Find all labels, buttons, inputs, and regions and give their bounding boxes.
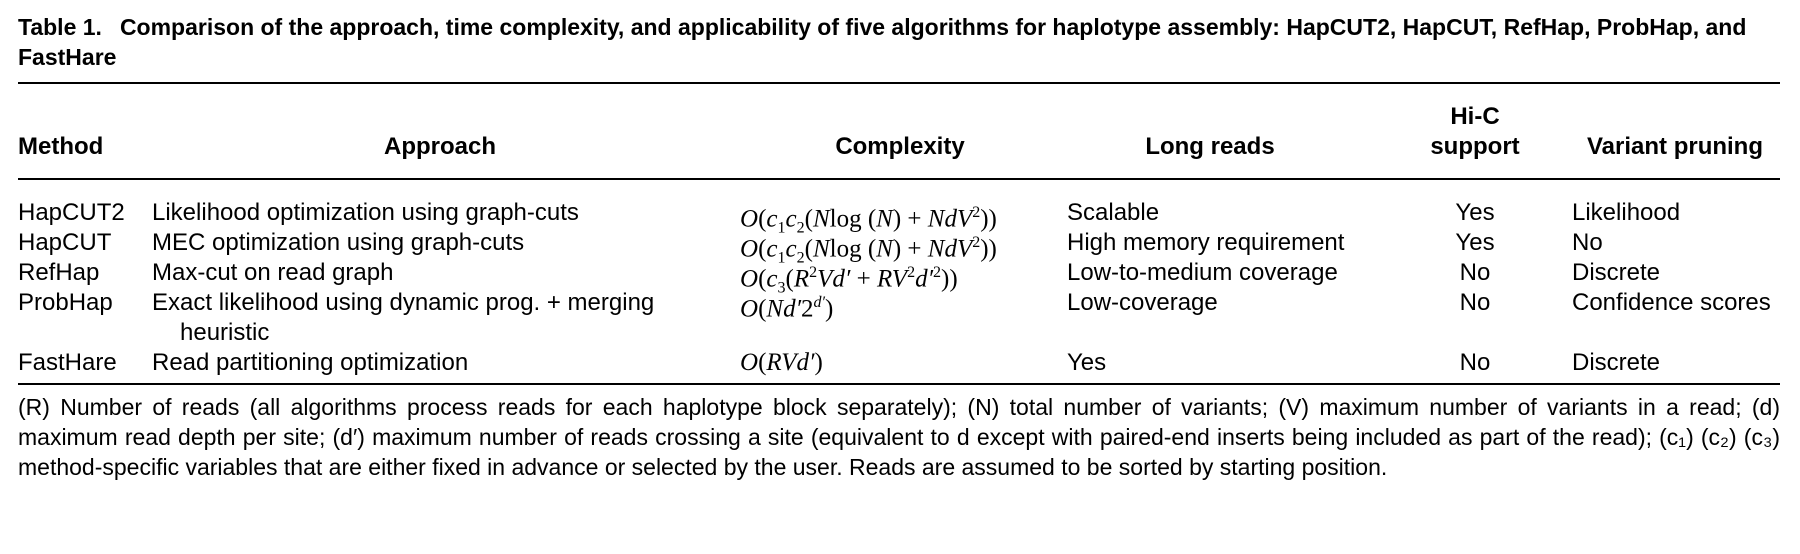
row-refhap-method: RefHap <box>18 259 100 286</box>
row-fasthare-approach: Read partitioning optimization <box>152 349 469 376</box>
header-hic-line2: support <box>1430 133 1520 160</box>
caption-label: Table 1. <box>18 14 102 40</box>
row-hapcut-complexity: $O(c_1c_2(Nlog$ (N) + NdV$^2$)) <box>740 234 997 267</box>
table-footnote: (R) Number of reads (all algorithms process reads for each haplotype block separately); (N) total number of variants; (V) maximum number of variants in a read; (d) maximum read depth per site; (d′) maximum number of reads crossing a site (equivalent to d except with paired-end inserts being included as part of the read); (c₁) (c₂) (c₃) method-specific variables that are either fixed in advance or selected by the user. Reads are assumed to be sorted by starting position. <box>18 394 1780 480</box>
row-hapcut2-complexity: $O(c_1c_2(Nlog$ (N) + NdV$^2$)) <box>740 204 997 237</box>
row-fasthare-pruning: Discrete <box>1572 349 1661 376</box>
header-hic-line1: Hi-C <box>1450 103 1500 130</box>
header-complexity: Complexity <box>835 133 965 160</box>
row-refhap-hic: No <box>1459 259 1491 286</box>
row-hapcut-long-reads: High memory requirement <box>1067 229 1345 256</box>
row-probhap-approach-line1: Exact likelihood using dynamic prog. + merging <box>152 289 655 316</box>
row-hapcut-method: HapCUT <box>18 229 112 256</box>
bottom-rule <box>18 383 1780 385</box>
row-refhap-complexity: $O(c_3(R^2Vd' + RV^2d'^2))$ <box>740 264 958 297</box>
row-hapcut-approach: MEC optimization using graph-cuts <box>152 229 525 256</box>
header-approach: Approach <box>383 133 496 160</box>
header-variant-pruning: Variant pruning <box>1586 133 1763 160</box>
row-fasthare-long-reads: Yes <box>1067 349 1107 376</box>
row-hapcut2-approach: Likelihood optimization using graph-cuts <box>152 199 579 226</box>
row-hapcut2-long-reads: Scalable <box>1067 199 1160 226</box>
row-probhap-complexity: $O(Nd'2^{d'})$ <box>740 294 834 323</box>
header-long-reads: Long reads <box>1145 133 1275 160</box>
row-probhap-hic: No <box>1459 289 1491 316</box>
table-caption <box>18 12 1780 72</box>
row-hapcut2-pruning: Likelihood <box>1572 199 1681 226</box>
top-rule <box>18 82 1780 84</box>
row-hapcut2-method: HapCUT2 <box>18 199 125 226</box>
row-hapcut2-hic: Yes <box>1455 199 1495 226</box>
caption-text: Comparison of the approach, time complexity, and applicability of five algorithms for haplotype assembly: HapCUT2, HapCUT, RefHap, ProbHap, and FastHare <box>18 14 1747 70</box>
header-rule <box>18 178 1780 180</box>
row-probhap-method: ProbHap <box>18 289 113 316</box>
header-method: Method <box>18 133 104 160</box>
row-probhap-approach-line2: heuristic <box>180 319 270 346</box>
row-probhap-long-reads: Low-coverage <box>1067 289 1218 316</box>
row-fasthare-complexity: O(RVd′) <box>740 349 823 376</box>
row-refhap-pruning: Discrete <box>1572 259 1661 286</box>
row-fasthare-hic: No <box>1459 349 1491 376</box>
row-hapcut-hic: Yes <box>1455 229 1495 256</box>
row-fasthare-method: FastHare <box>18 349 117 376</box>
row-refhap-long-reads: Low-to-medium coverage <box>1067 259 1338 286</box>
row-refhap-approach: Max-cut on read graph <box>152 259 394 286</box>
row-hapcut-pruning: No <box>1572 229 1603 256</box>
row-probhap-pruning: Confidence scores <box>1572 289 1771 316</box>
